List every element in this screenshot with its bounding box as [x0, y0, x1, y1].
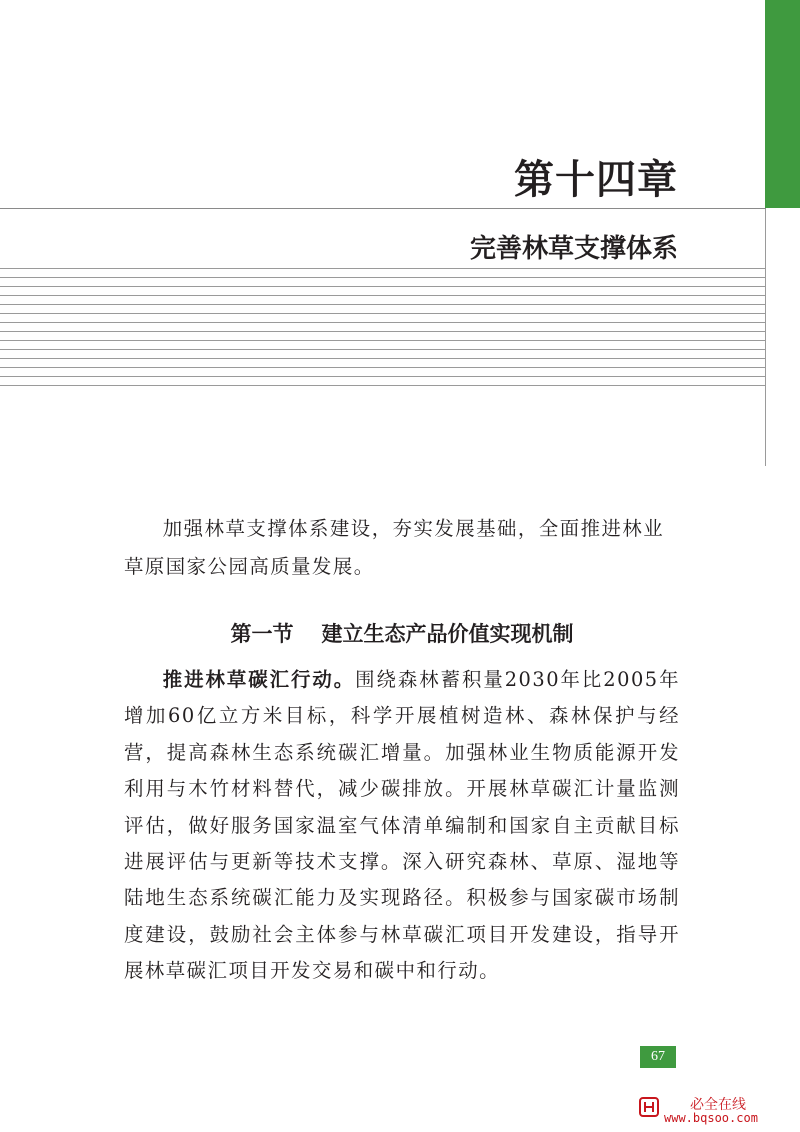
- watermark-logo-icon: [639, 1097, 659, 1117]
- watermark-url: www.bqsoo.com: [664, 1111, 758, 1125]
- watermark-name: 必全在线: [690, 1097, 746, 1113]
- paragraph-text: 围绕森林蓄积量2030年比2005年增加60亿立方米目标，科学开展植树造林、森林保护与经营，提高森林生态系统碳汇增量。加强林业生物质能源开发利用与木竹材料替代，减少碳排放。开展林草碳汇计量监测评估，做好服务国家温室气体清单编制和国家自主贡献目标进展评估与更新等技术支撑。深入研究森林、草原、湿地等陆地生态系统碳汇能力及实现路径。积极参与国家碳市场制度建设，鼓励社会主体参与林草碳汇项目开发建设，指导开展林草碳汇项目开发交易和碳中和行动。: [124, 668, 680, 983]
- body-paragraph: [124, 662, 680, 990]
- intro-paragraph: 加强林草支撑体系建设，夯实发展基础，全面推进林业草原国家公园高质量发展。: [124, 517, 665, 578]
- section-title: 建立生态产品价值实现机制: [321, 622, 574, 646]
- chapter-color-tab: [765, 0, 800, 208]
- chapter-subtitle: 完善林草支撑体系: [469, 234, 678, 264]
- header-rule: [0, 208, 766, 209]
- page-number: 67: [640, 1046, 676, 1068]
- section-heading: [124, 618, 680, 648]
- section-number: 第一节: [230, 622, 294, 646]
- decorative-stripes: [0, 268, 766, 388]
- chapter-title: 第十四章: [514, 157, 678, 203]
- paragraph-lead: 推进林草碳汇行动。: [162, 668, 356, 691]
